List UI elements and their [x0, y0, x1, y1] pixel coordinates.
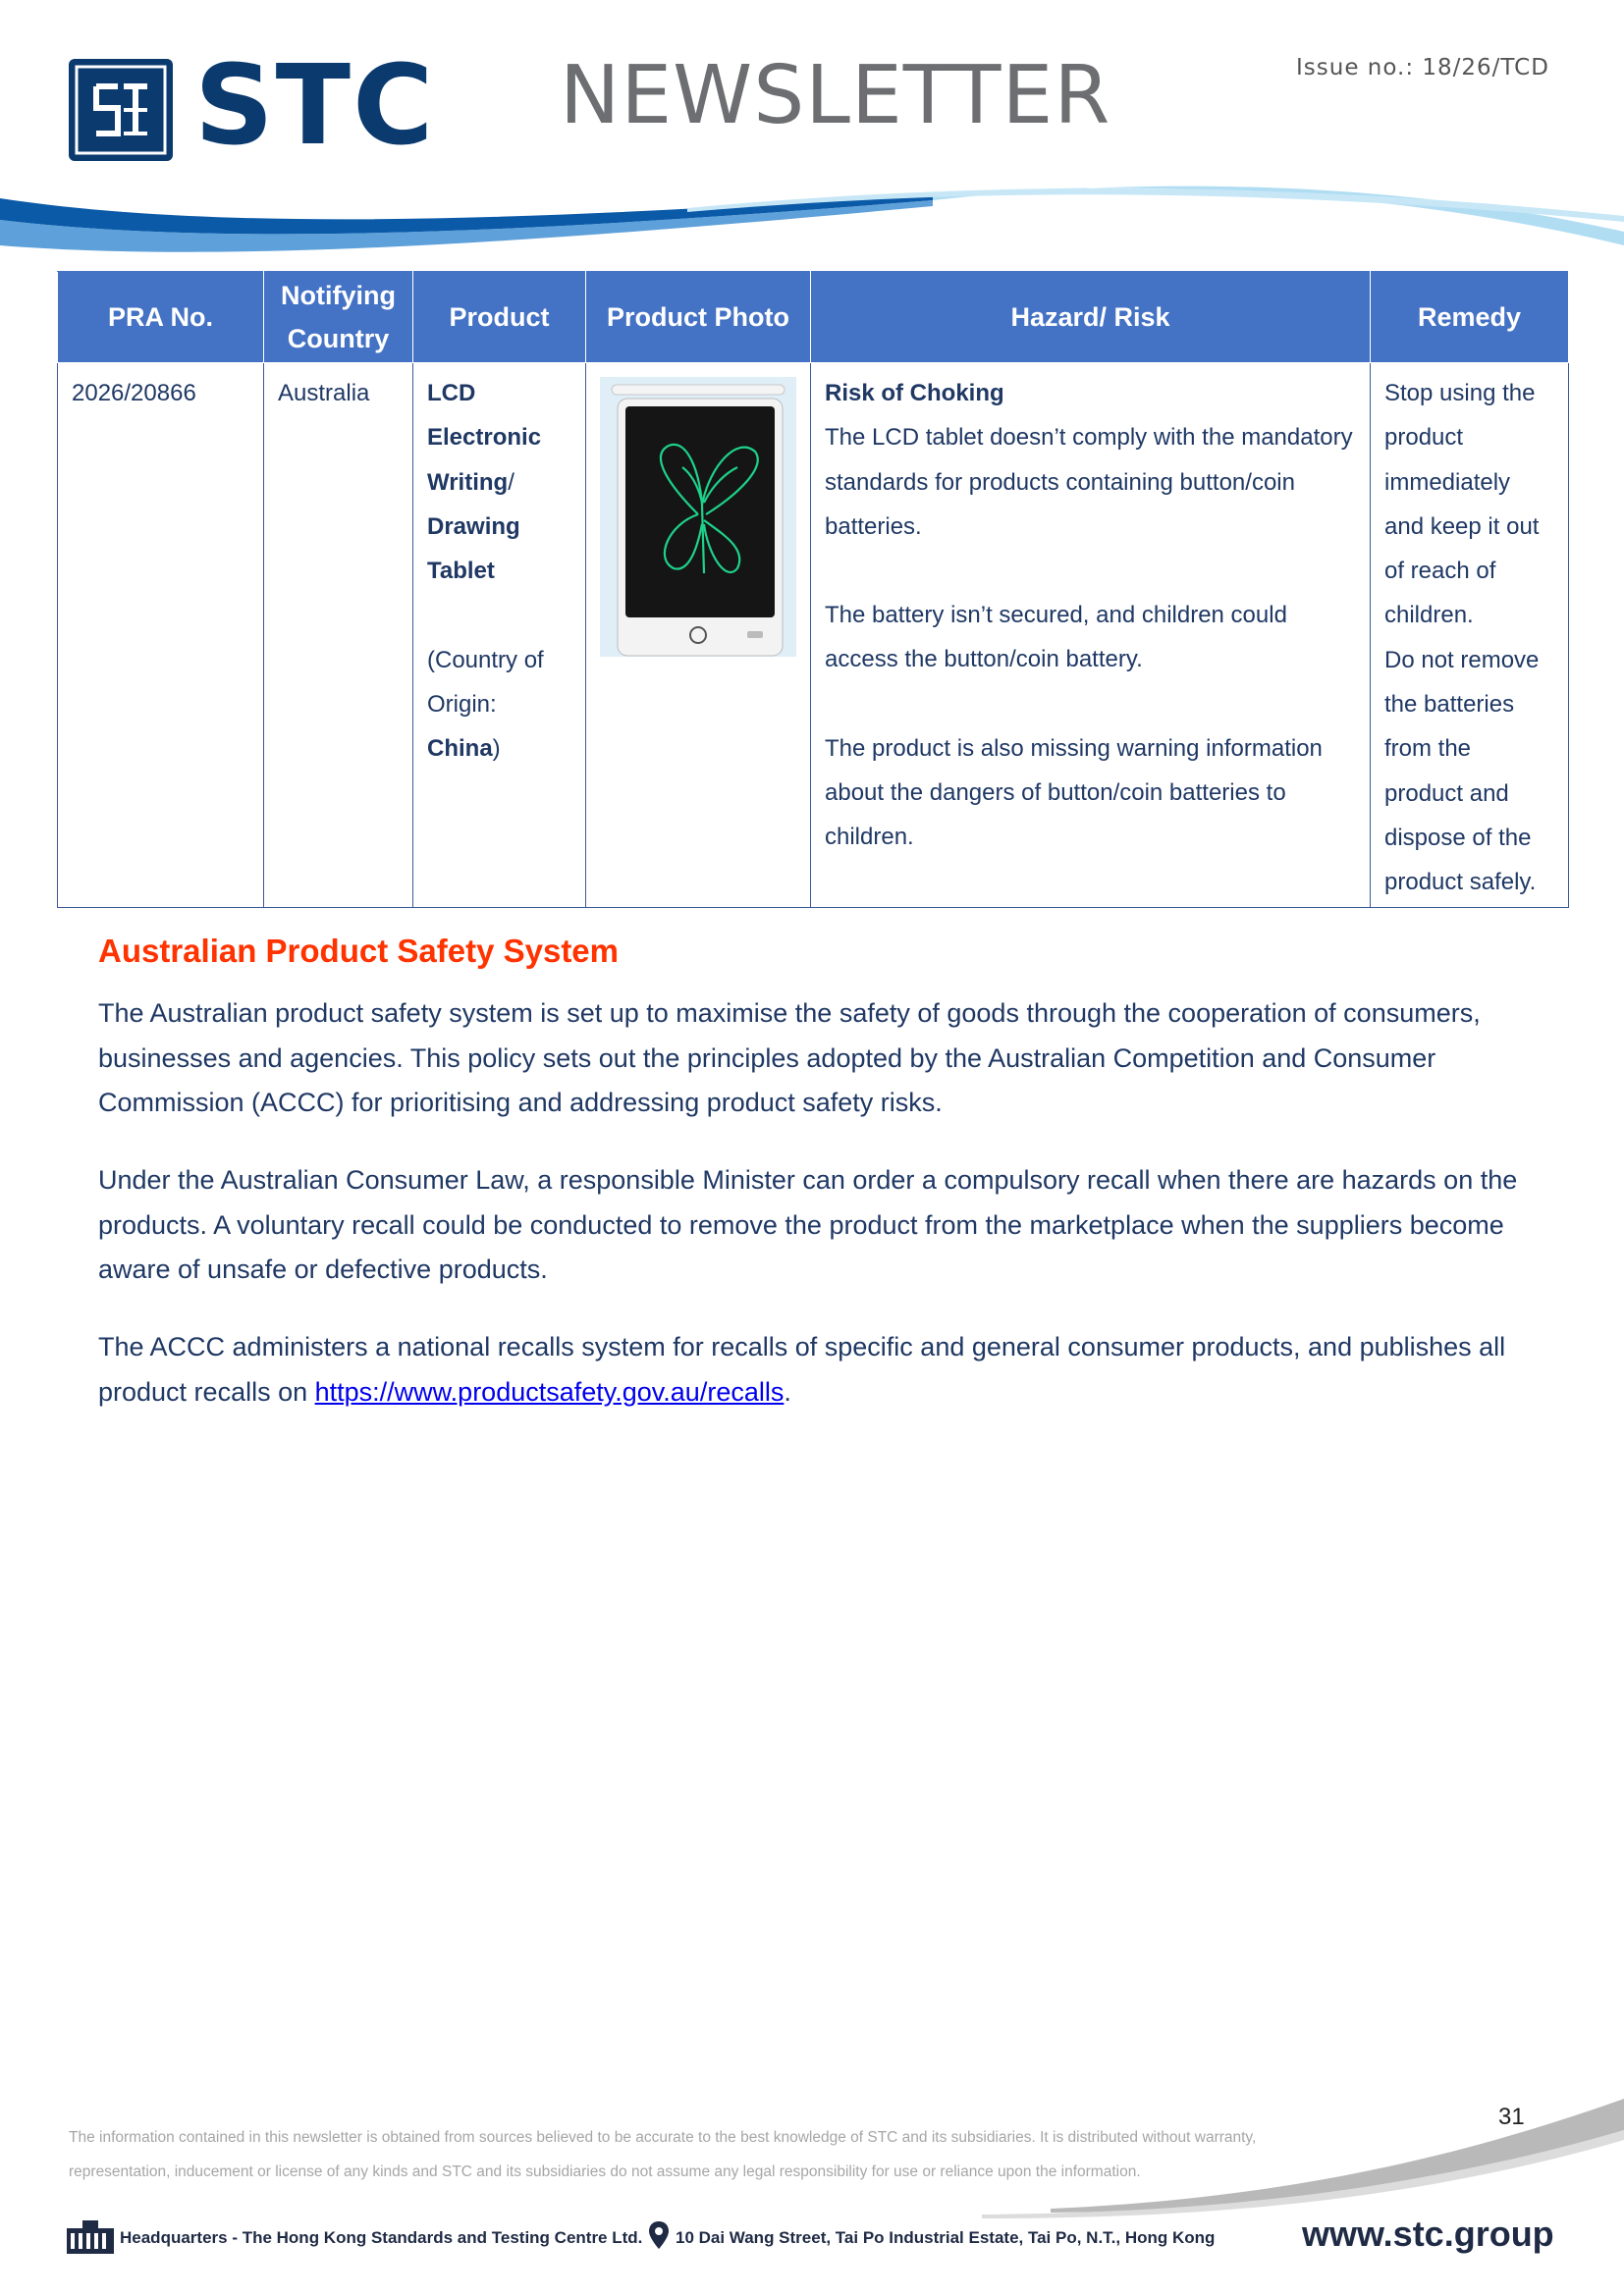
table-row — [58, 363, 1569, 908]
origin-suffix: ) — [492, 735, 501, 763]
hazard-paragraph-2: The battery isn’t secured, and children could access the button/coin battery. — [825, 602, 1287, 673]
paragraph-3 — [98, 1325, 1532, 1415]
product-name: LCD Electronic Writing — [427, 380, 542, 496]
product-name-2: Drawing Tablet — [427, 512, 520, 585]
cell-hazard-risk — [811, 363, 1371, 908]
header-product: Product — [413, 272, 586, 363]
paragraph-1: The Australian product safety system is set up to maximise the safety of goods through the cooperation of consumers, businesses and agencies. This policy sets out the principles adopted by the Australian Competition and Consumer Commission (ACCC) for prioritising and addressing product safety risks. — [98, 998, 1481, 1117]
recalls-link[interactable]: https://www.productsafety.gov.au/recalls — [314, 1376, 785, 1407]
header-remedy: Remedy — [1371, 272, 1569, 363]
header-hazard-risk: Hazard/ Risk — [811, 272, 1371, 363]
hazard-paragraph-3: The product is also missing warning information about the dangers of button/coin batteries to children. — [825, 734, 1323, 851]
cell-remedy — [1371, 363, 1569, 908]
remedy-paragraph-1: Stop using the product immediately and keep it out of reach of children. — [1384, 380, 1540, 629]
header-pra-no: PRA No. — [58, 272, 264, 363]
paragraph-3-text: The ACCC administers a national recalls system for recalls of specific and general consumer products, and publishes all product recalls on — [98, 1332, 1506, 1407]
hazard-title: Risk of Choking — [825, 380, 1004, 406]
newsletter-title: NEWSLETTER — [560, 49, 1111, 142]
cell-notifying-country: Australia — [264, 363, 413, 908]
building-icon — [65, 2218, 116, 2256]
origin-prefix: (Country of Origin: — [427, 646, 544, 719]
origin-country: China — [427, 735, 493, 763]
hazard-paragraph-1: The LCD tablet doesn’t comply with the mandatory standards for products containing button/coin batteries. — [825, 424, 1353, 540]
address-text: 10 Dai Wang Street, Tai Po Industrial Estate, Tai Po, N.T., Hong Kong — [676, 2228, 1216, 2247]
stc-logo — [67, 42, 460, 170]
section-heading: Australian Product Safety System — [98, 933, 619, 969]
cell-product — [413, 363, 586, 908]
lcd-writing-tablet-photo-icon — [600, 377, 796, 657]
location-pin-icon — [648, 2220, 670, 2250]
header-swoosh-decoration — [0, 177, 1624, 265]
product-name-slash: / — [508, 468, 514, 496]
website-link[interactable]: www.stc.group — [1302, 2214, 1554, 2254]
cell-product-photo — [586, 363, 811, 908]
issue-number: Issue no.: 18/26/TCD — [1296, 55, 1549, 80]
disclaimer-text: The information contained in this newsletter is obtained from sources believed to be accurate to the best knowledge of STC and its subsidiaries. It is distributed without warranty, representation, inducement or license of any kinds and STC and its subsidiaries do not assume any legal responsibility for use or reliance upon the information. — [69, 2129, 1257, 2180]
paragraph-2: Under the Australian Consumer Law, a responsible Minister can order a compulsory recall when there are hazards on the products. A voluntary recall could be conducted to remove the product from the marketplace when the suppliers become aware of unsafe or defective products. — [98, 1165, 1518, 1284]
recall-table — [57, 271, 1569, 908]
stc-logo-text: STC — [194, 42, 436, 170]
headquarters-text: Headquarters - The Hong Kong Standards and Testing Centre Ltd. — [120, 2228, 643, 2247]
header-product-photo: Product Photo — [586, 272, 811, 363]
header-notifying-country: Notifying Country — [264, 272, 413, 363]
cell-pra-no: 2026/20866 — [58, 363, 264, 908]
paragraph-3-end: . — [784, 1376, 791, 1407]
page-number: 31 — [1498, 2104, 1525, 2130]
table-header-row — [58, 272, 1569, 363]
stc-logo-mark-icon — [67, 57, 175, 163]
remedy-paragraph-2: Do not remove the batteries from the product and dispose of the product safely. — [1384, 646, 1540, 896]
